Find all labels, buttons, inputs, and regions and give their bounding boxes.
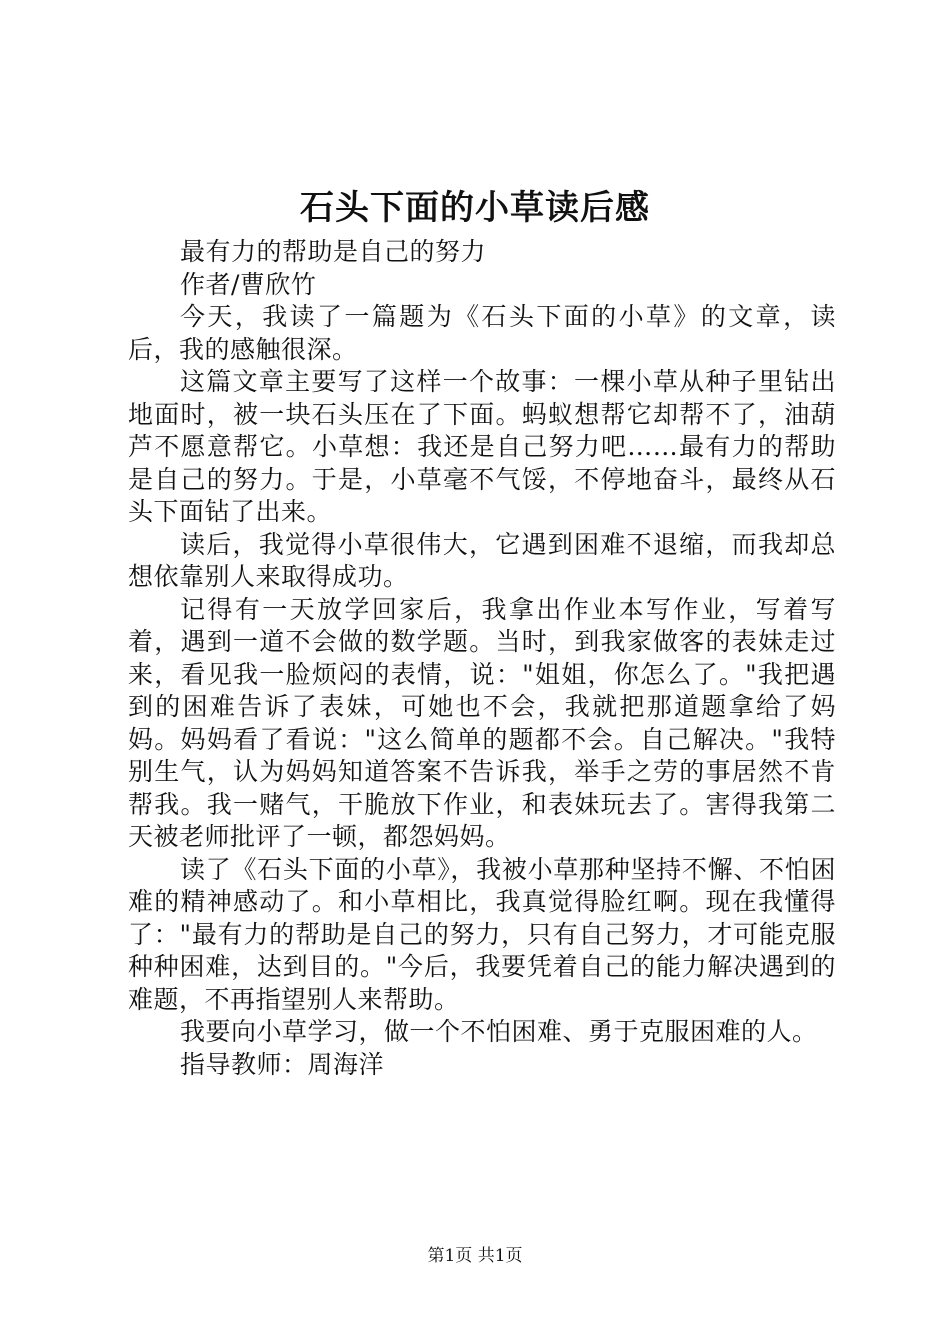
body-paragraph: 读后，我觉得小草很伟大，它遇到困难不退缩，而我却总想依靠别人来取得成功。 bbox=[128, 529, 836, 591]
teacher-paragraph: 指导教师：周海洋 bbox=[180, 1049, 385, 1079]
page-footer: 第1页 共1页 bbox=[427, 1246, 523, 1266]
body-paragraph: 我要向小草学习，做一个不怕困难、勇于克服困难的人。 bbox=[180, 1017, 818, 1046]
document-title: 石头下面的小草读后感 bbox=[300, 188, 650, 228]
subtitle-paragraph: 最有力的帮助是自己的努力 bbox=[180, 237, 487, 266]
body-paragraph: 今天，我读了一篇题为《石头下面的小草》的文章，读后，我的感触很深。 bbox=[128, 302, 836, 364]
author-paragraph: 作者/曹欣竹 bbox=[180, 269, 317, 299]
body-paragraph: 读了《石头下面的小草》，我被小草那种坚持不懈、不怕困难的精神感动了。和小草相比，我真觉得脸红啊。现在我懂得了："最有力的帮助是自己的努力，只有自己努力，才可能克服种种困难，达到目的。"今后，我要凭着自己的能力解决遇到的难题，不再指望别人来帮助。 bbox=[128, 854, 836, 1014]
document-body bbox=[128, 236, 836, 1081]
body-paragraph: 记得有一天放学回家后，我拿出作业本写作业，写着写着，遇到一道不会做的数学题。当时，到我家做客的表妹走过来，看见我一脸烦闷的表情，说："姐姐，你怎么了。"我把遇到的困难告诉了表妹，可她也不会，我就把那道题拿给了妈妈。妈妈看了看说："这么简单的题都不会。自己解决。"我特别生气，认为妈妈知道答案不告诉我，举手之劳的事居然不肯帮我。我一赌气，干脆放下作业，和表妹玩去了。害得我第二天被老师批评了一顿，都怨妈妈。 bbox=[128, 594, 836, 851]
body-paragraph: 这篇文章主要写了这样一个故事：一棵小草从种子里钻出地面时，被一块石头压在了下面。蚂蚁想帮它却帮不了，油葫芦不愿意帮它。小草想：我还是自己努力吧……最有力的帮助是自己的努力。于是，小草毫不气馁，不停地奋斗，最终从石头下面钻了出来。 bbox=[128, 367, 836, 526]
